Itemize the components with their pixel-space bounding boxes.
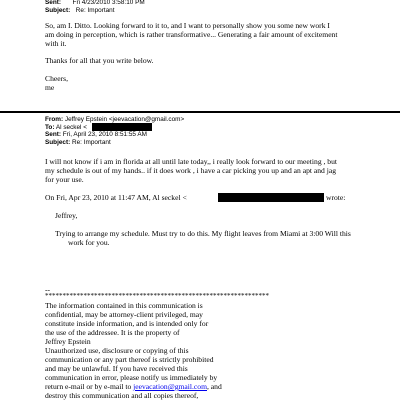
- footer-dashes: --: [45, 285, 51, 294]
- disclaimer-line-6: Unauthorized use, disclosure or copying of this: [45, 346, 189, 355]
- reply-subject-value: Re: Important: [75, 6, 115, 14]
- email-link[interactable]: jeevacation@gmail.com: [133, 382, 207, 391]
- orig-to-value: Al seckel <: [55, 123, 87, 131]
- reply-closing: Cheers,: [45, 74, 68, 83]
- orig-to-key: To:: [45, 123, 55, 131]
- disclaimer-line-1: The information contained in this communication is: [45, 301, 203, 310]
- quote-salutation: Jeffrey,: [55, 211, 78, 220]
- reply-body-line-1: So, am I. Ditto. Looking forward to it to, and I want to personally show you some new work I: [45, 21, 330, 30]
- reply-sent-key: Sent:: [45, 0, 61, 6]
- orig-body-line-1: I will not know if i am in florida at all until late today,, i really look forward to our meeting , but: [45, 157, 338, 166]
- reply-subject-key: Subject:: [45, 6, 71, 14]
- redaction-bar: [218, 193, 324, 202]
- reply-body-line-3: with it.: [45, 39, 67, 48]
- reply-signature: me: [45, 83, 55, 92]
- disclaimer-line-10-start: return e-mail or by e-mail to: [45, 382, 134, 391]
- disclaimer-line-9: communication in error, please notify us immediately by: [45, 373, 218, 382]
- reply-sent-value: Fri 4/23/2010 3:58:10 PM: [72, 0, 145, 6]
- footer-star-line: ****************************************************************: [45, 292, 269, 300]
- disclaimer-line-11: destroy this communication and all copies thereof,: [45, 391, 199, 400]
- orig-from-value: Jeffrey Epstein <jeevacation@gmail.com>: [64, 116, 185, 123]
- quote-line-1: Trying to arrange my schedule. Must try to do this. My flight leaves from Miami at 3:00 Will this: [55, 229, 351, 238]
- orig-from-key: From:: [45, 116, 64, 123]
- disclaimer-line-10: [45, 382, 222, 391]
- message-separator: [0, 111, 400, 113]
- orig-subject-row: [45, 139, 111, 147]
- disclaimer-line-8: and may be unlawful. If you have received this: [45, 364, 188, 373]
- quote-intro: [45, 193, 187, 202]
- quote-intro-start: On Fri, Apr 23, 2010 at 11:47 AM, Al seckel <: [45, 193, 187, 202]
- orig-body-line-3: for your use.: [45, 175, 84, 184]
- orig-sent-key: Sent:: [45, 131, 61, 138]
- quote-line-2: work for you.: [68, 238, 110, 247]
- reply-body-line-4: Thanks for all that you write below.: [45, 56, 154, 65]
- orig-sent-value: Fri, April 23, 2010 8:51:55 AM: [62, 131, 147, 138]
- orig-subject-value: Re: Important: [72, 138, 111, 146]
- quote-intro-end: wrote:: [326, 193, 346, 202]
- disclaimer-line-10-end: , and: [206, 382, 222, 391]
- disclaimer-line-3: constitute inside information, and is intended only for: [45, 319, 209, 328]
- disclaimer-line-5: Jeffrey Epstein: [45, 337, 91, 346]
- reply-subject-row: [45, 7, 115, 15]
- reply-body-line-2: am doing in perception, which is rather transformative... Generating a fair amount of excitement: [45, 30, 338, 39]
- orig-subject-key: Subject:: [45, 138, 71, 146]
- redaction-bar: [92, 123, 152, 131]
- orig-body-line-2: my schedule is out of my hands.. if it does work , i have a car picking you up and an apt and jag: [45, 166, 337, 175]
- disclaimer-line-7: communication or any part thereof is strictly prohibited: [45, 355, 214, 364]
- orig-to-row: [45, 124, 87, 132]
- disclaimer-line-2: confidential, may be attorney-client privileged, may: [45, 310, 203, 319]
- orig-sent-row: [45, 131, 147, 139]
- disclaimer-line-4: the use of the addressee. It is the property of: [45, 328, 180, 337]
